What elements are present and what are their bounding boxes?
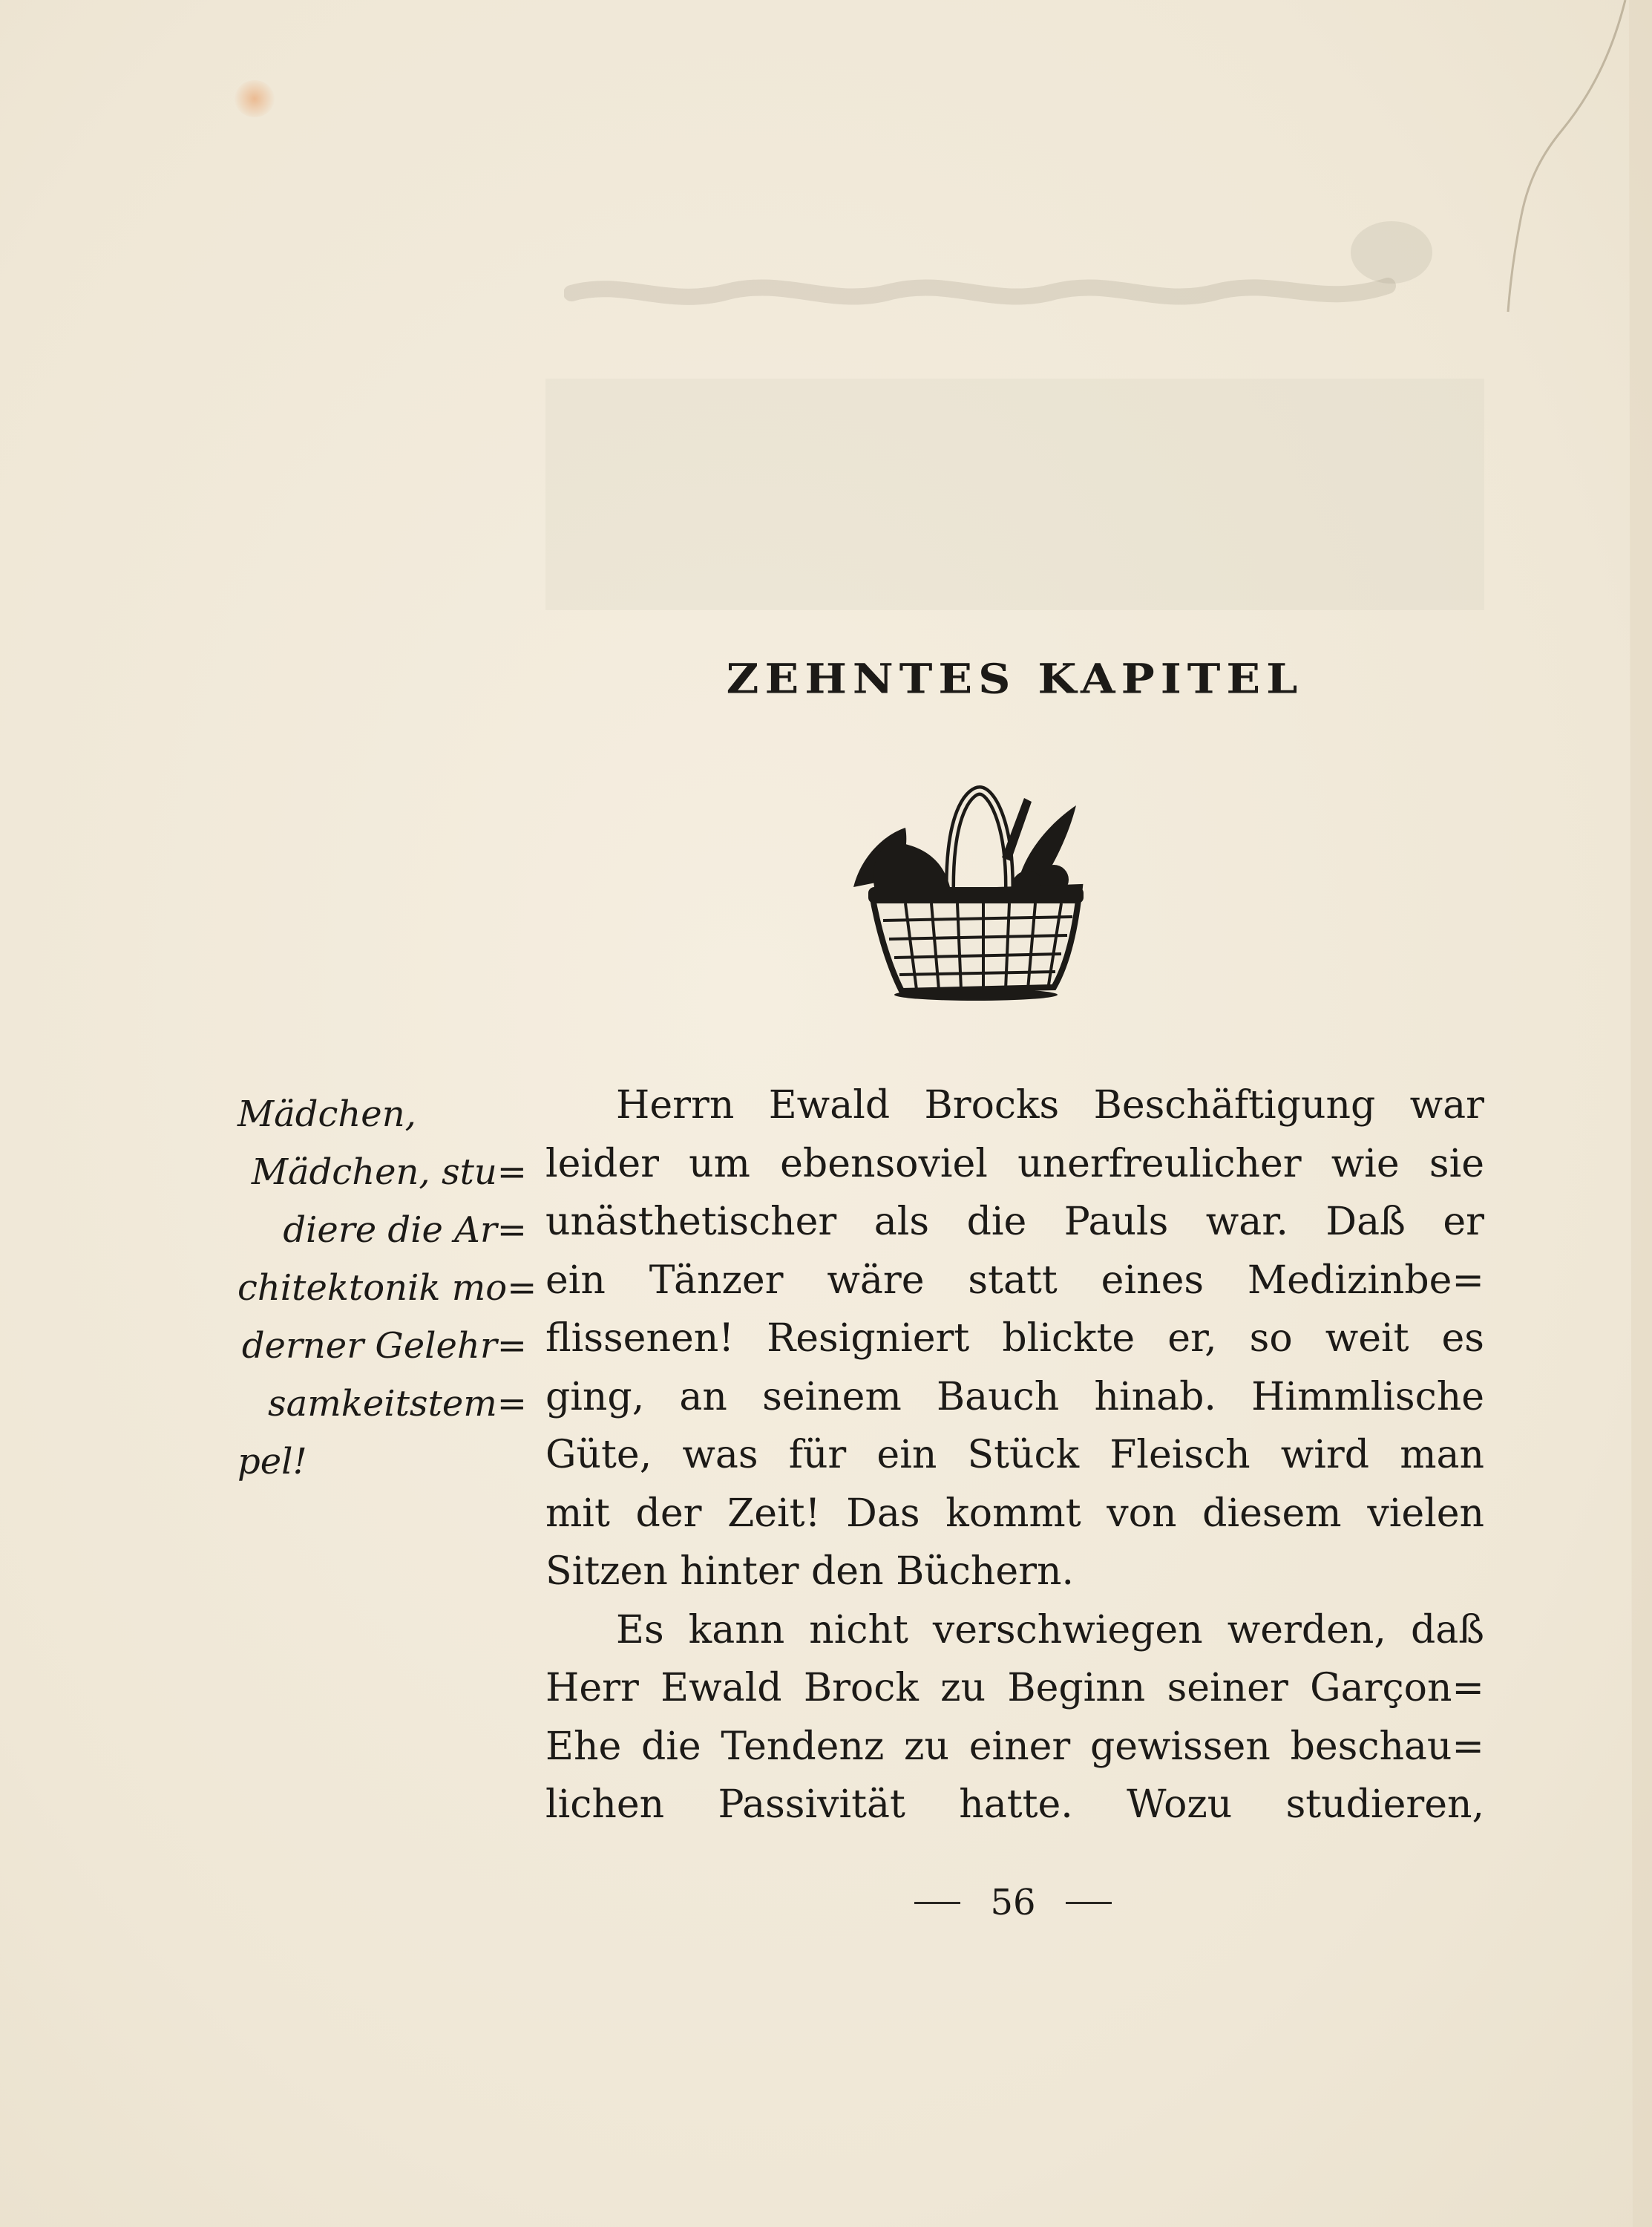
show-through-text [545, 379, 1484, 610]
text-line: Sitzen hinter den Büchern. [545, 1549, 1075, 1594]
text-line: Herrn Ewald Brocks Beschäftigung war [616, 1083, 1484, 1128]
marginal-note-line: diere die Ar= [283, 1209, 527, 1251]
marginal-note-line: derner Gelehr= [241, 1325, 527, 1367]
page-number [879, 1882, 1147, 1923]
dash-right [1066, 1902, 1112, 1904]
text-line: Ehe die Tendenz zu einer gewissen beschau= [545, 1724, 1484, 1769]
body-text [545, 1076, 1484, 1834]
marginal-note [237, 1085, 537, 1491]
text-line: Güte, was für ein Stück Fleisch wird man [545, 1433, 1484, 1477]
page-number-value: 56 [990, 1882, 1036, 1923]
marginal-note-line: Mädchen, stu= [251, 1151, 527, 1193]
paragraph-2 [545, 1601, 1484, 1834]
marginal-note-line: chitektonik mo= [237, 1267, 537, 1309]
text-line: leider um ebensoviel unerfreulicher wie sie [545, 1141, 1484, 1186]
text-line: Es kann nicht verschwiegen werden, daß [616, 1607, 1484, 1652]
dash-left [914, 1902, 960, 1904]
text-line: mit der Zeit! Das kommt von diesem vielen [545, 1491, 1484, 1536]
chapter-heading: ZEHNTES KAPITEL [726, 655, 1304, 704]
text-line: ein Tänzer wäre statt eines Medizinbe= [545, 1258, 1484, 1303]
marginal-note-line: samkeitstem= [268, 1383, 527, 1425]
text-line: flissenen! Resigniert blickte er, so weit es [545, 1316, 1484, 1361]
text-line: Herr Ewald Brock zu Beginn seiner Garçon= [545, 1666, 1484, 1710]
marginal-note-line: Mädchen, [237, 1093, 416, 1135]
text-line: ging, an seinem Bauch hinab. Himmlische [545, 1374, 1484, 1419]
show-through-illustration [564, 197, 1455, 338]
paragraph-1 [545, 1076, 1484, 1601]
basket-illustration [831, 776, 1113, 1006]
paper-stain [235, 80, 275, 117]
text-line: lichen Passivität hatte. Wozu studieren, [545, 1782, 1484, 1827]
text-line: unästhetischer als die Pauls war. Daß er [545, 1200, 1484, 1244]
marginal-note-line: pel! [237, 1441, 307, 1482]
